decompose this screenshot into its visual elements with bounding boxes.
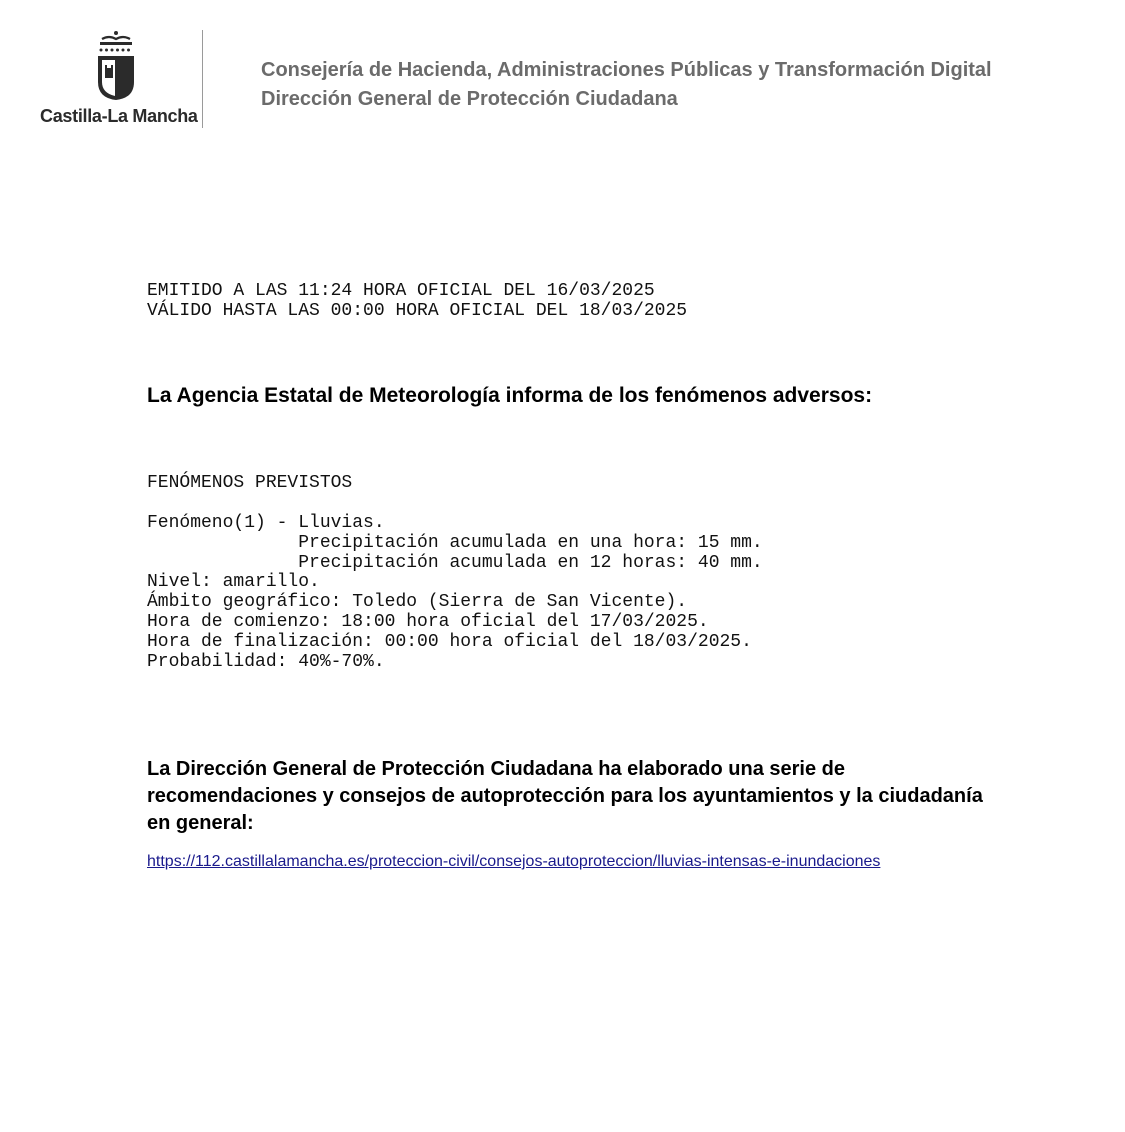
department-name: Consejería de Hacienda, Administraciones Públicas y Transformación Digital (261, 59, 992, 81)
end-line: Hora de finalización: 00:00 hora oficial del 18/03/2025. (147, 631, 752, 652)
phenomena-title: FENÓMENOS PREVISTOS (147, 473, 353, 493)
valid-until: VÁLIDO HASTA LAS 00:00 HORA OFICIAL DEL 18/03/2025 (147, 300, 688, 321)
level-line: Nivel: amarillo. (147, 572, 320, 593)
recommendation-text: La Dirección General de Protección Ciudadana ha elaborado una serie de recomendaciones y consejos de autoprotección para los ayuntamientos y la ciudadanía en general: (147, 758, 983, 834)
phenomena-details (147, 514, 763, 672)
precip-12h-line: Precipitación acumulada en 12 horas: 40 mm. (147, 552, 763, 573)
start-line: Hora de comienzo: 18:00 hora oficial del 17/03/2025. (147, 611, 709, 632)
phenomenon-line: Fenómeno(1) - Lluvias. (147, 513, 385, 533)
probability-line: Probabilidad: 40%-70%. (147, 651, 385, 672)
header (261, 56, 992, 114)
directorate-name: Dirección General de Protección Ciudadana (261, 88, 678, 110)
castilla-la-mancha-crest-icon (94, 30, 138, 102)
issued-block (147, 282, 687, 322)
area-line: Ámbito geográfico: Toledo (Sierra de San Vicente). (147, 592, 688, 613)
precip-1h-line: Precipitación acumulada en una hora: 15 mm. (147, 532, 763, 553)
aemet-heading: La Agencia Estatal de Meteorología informa de los fenómenos adversos: (147, 384, 873, 407)
issued-time: EMITIDO A LAS 11:24 HORA OFICIAL DEL 16/03/2025 (147, 281, 655, 301)
logo-text: Castilla-La Mancha (40, 106, 198, 126)
castilla-la-mancha-logo (40, 30, 198, 130)
header-divider (202, 30, 203, 128)
self-protection-link[interactable]: https://112.castillalamancha.es/proteccion-civil/consejos-autoproteccion/lluvias-intensas-e-inundaciones (147, 853, 881, 870)
